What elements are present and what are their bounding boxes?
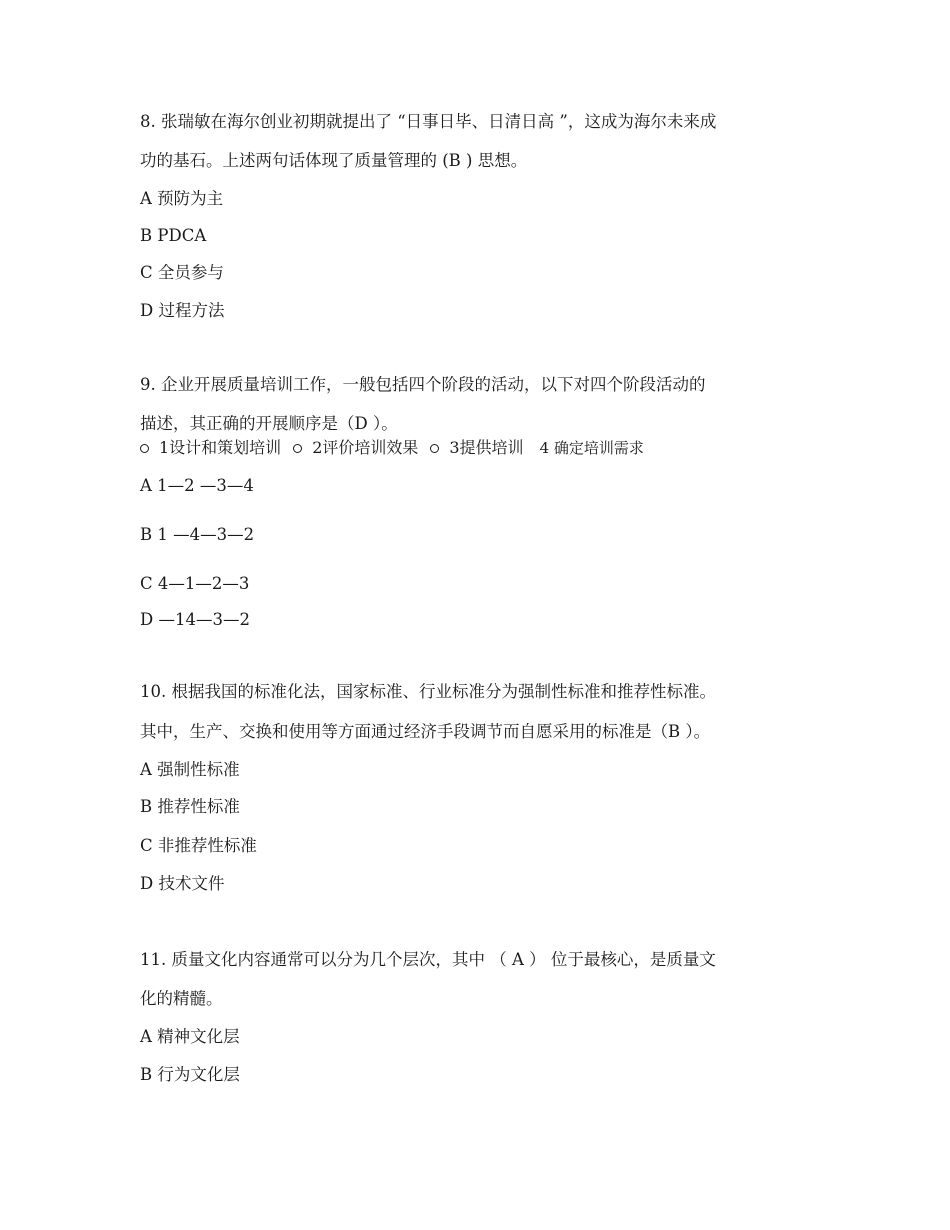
question-10-option-a: A 强制性标准: [140, 760, 240, 779]
question-11-text-line2: 化的精髓。: [140, 989, 223, 1008]
question-9-text-line1: 9. 企业开展质量培训工作，一般包括四个阶段的活动，以下对四个阶段活动的: [140, 375, 706, 394]
question-8-option-d: D 过程方法: [140, 301, 225, 320]
question-9-option-a: A 1—2 —3—4: [140, 476, 254, 495]
question-8-text-line2: 功的基石。上述两句话体现了质量管理的 (B ) 思想。: [140, 151, 528, 170]
question-8-option-c: C 全员参与: [140, 263, 224, 282]
question-9-step-3: 3提供培训: [449, 438, 524, 457]
question-9-option-b: B 1 —4—3—2: [140, 525, 255, 544]
bullet-circle-icon: [140, 444, 149, 453]
question-8-option-b: B PDCA: [140, 226, 207, 245]
question-10-option-c: C 非推荐性标准: [140, 836, 257, 855]
bullet-circle-icon: [430, 444, 439, 453]
question-10-option-b: B 推荐性标准: [140, 797, 240, 816]
question-9-step-1: 1设计和策划培训: [159, 438, 282, 457]
question-8-option-a: A 预防为主: [140, 189, 224, 208]
question-10-option-d: D 技术文件: [140, 874, 225, 893]
question-9-option-d: D —14—3—2: [140, 610, 250, 629]
question-9-steps: [140, 438, 656, 458]
question-11-option-a: A 精神文化层: [140, 1027, 240, 1046]
question-9-text-line2: 描述，其正确的开展顺序是（D ）。: [140, 414, 398, 433]
question-9-step-2: 2评价培训效果: [312, 438, 419, 457]
question-10-text-line1: 10. 根据我国的标准化法，国家标准、行业标准分为强制性标准和推荐性标准。: [140, 682, 716, 701]
question-9-option-c: C 4—1—2—3: [140, 574, 250, 593]
question-11-option-b: B 行为文化层: [140, 1065, 240, 1084]
question-8-text-line1: 8. 张瑞敏在海尔创业初期就提出了 “日事日毕、日清日高 ”，这成为海尔未来成: [140, 112, 717, 131]
question-10-text-line2: 其中，生产、交换和使用等方面通过经济手段调节而自愿采用的标准是（B ）。: [140, 722, 711, 741]
bullet-circle-icon: [293, 444, 302, 453]
question-11-text-line1: 11. 质量文化内容通常可以分为几个层次，其中 （ A ） 位于最核心，是质量文: [140, 950, 716, 969]
question-9-step-4: 4 确定培训需求: [539, 439, 644, 457]
